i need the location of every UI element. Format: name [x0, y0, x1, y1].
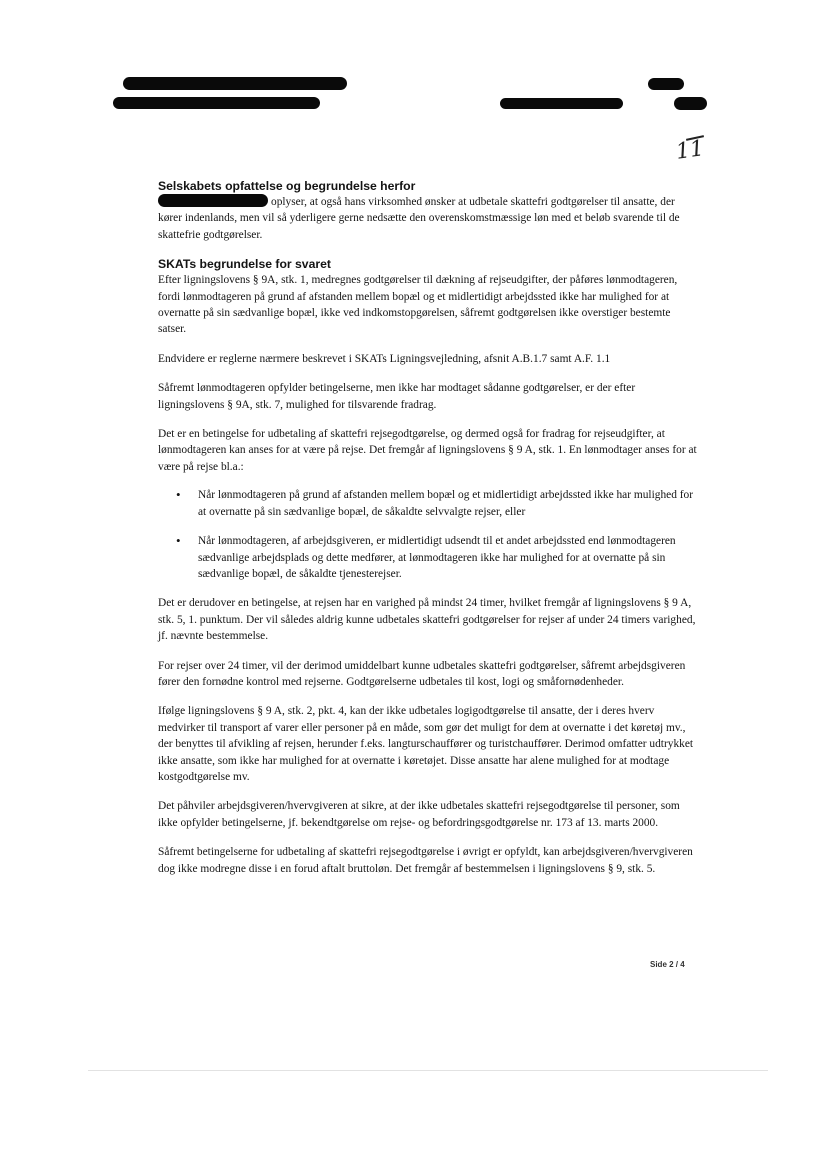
section-heading-skat: SKATs begrundelse for svaret	[158, 257, 331, 272]
page-number: Side 2 / 4	[650, 960, 685, 969]
paragraph-9: Såfremt betingelserne for udbetaling af skattefri rejsegodtgørelse i øvrigt er opfyldt, kan arbejdsgiveren/hvervgiveren dog ikke modregne disse i en forud aftalt bruttoløn. Det fremgår af bestemmelsen i ligningslovens § 9, stk. 5.	[158, 846, 693, 875]
company-paragraph: oplyser, at også hans virksomhed ønsker at udbetale skattefri godtgørelser til ansatte, der kører indenlands, men vil så yderligere gerne nedsætte den overenskomstmæssige løn med et beløb svarende til de skattefrie godtgørelser.	[158, 196, 680, 241]
scan-edge-line	[88, 1070, 768, 1071]
handwritten-note: 11	[674, 136, 706, 165]
paragraph-2: Endvidere er reglerne nærmere beskrevet i SKATs Ligningsvejledning, afsnit A.B.1.7 samt A.F. 1.1	[158, 352, 611, 365]
paragraph-1: Efter ligningslovens § 9A, stk. 1, medregnes godtgørelser til dækning af rejseudgifter, der påføres lønmodtageren, fordi lønmodtageren på grund af afstanden mellem bopæl og et midlertidigt arbejdssted ikke har mulighed for at overnatte på sin sædvanlige bopæl, ikke ved indkomstopgørelsen, såfremt godtgørelsen ikke overstiger bestemte satser.	[158, 274, 678, 336]
redaction-bar-top-4	[648, 78, 684, 90]
redaction-bar-top-5	[674, 97, 707, 110]
bullet-list	[158, 487, 698, 582]
paragraph-5: Det er derudover en betingelse, at rejsen har en varighed på mindst 24 timer, hvilket fremgår af ligningslovens § 9 A, stk. 5, 1. punktum. Der vil således aldrig kunne udbetales skattefri godtgørelser for rejser af under 24 timers varighed, jf. nævnte bestemmelse.	[158, 597, 696, 643]
section-heading-company: Selskabets opfattelse og begrundelse herfor	[158, 179, 416, 193]
paragraph-7: Ifølge ligningslovens § 9 A, stk. 2, pkt. 4, kan der ikke udbetales logigodtgørelse til ansatte, der i deres hverv medvirker til transport af varer eller personer på en måde, som gør det muligt for dem at overnatte i det køretøj mv., der benyttes til afvikling af rejsen, herunder f.eks. langturschauffører og turistchauffører. Derimod omfatter udtrykket ikke ansatte, som ikke har mulighed for at overnatte i køretøjet. Disse ansatte har alene mulighed for at modtage kostgodtgørelse mv.	[158, 705, 694, 783]
redaction-bar-top-3	[500, 98, 623, 109]
redaction-bar-top-2	[113, 97, 320, 109]
document-body	[158, 178, 698, 877]
bullet-item-2: • Når lønmodtageren, af arbejdsgiveren, er midlertidigt udsendt til et andet arbejdssted end lønmodtageren sædvanlige arbejdsplads og dette medfører, at lønmodtageren ikke har mulighed for at overnatte på sin sædvanlige bopæl, de såkaldte tjenesterejser.	[198, 533, 698, 582]
paragraph-3: Såfremt lønmodtageren opfylder betingelserne, men ikke har modtaget sådanne godtgørelser, er der efter ligningslovens § 9A, stk. 7, mulighed for tilsvarende fradrag.	[158, 382, 636, 411]
bullet-item-1: • Når lønmodtageren på grund af afstanden mellem bopæl og et midlertidigt arbejdssted ikke har mulighed for at overnatte på sin sædvanlige bopæl, de såkaldte selvvalgte rejser, eller	[198, 487, 698, 520]
paragraph-6: For rejser over 24 timer, vil der derimod umiddelbart kunne udbetales skattefri godtgørelser, såfremt arbejdsgiveren fører den fornødne kontrol med rejserne. Godtgørelserne udbetales til kost, logi og småfornødenheder.	[158, 659, 686, 688]
redaction-bar-top-1	[123, 77, 347, 90]
inline-redaction	[158, 194, 268, 207]
paragraph-4: Det er en betingelse for udbetaling af skattefri rejsegodtgørelse, og dermed også for fradrag for rejseudgifter, at lønmodtageren kan anses for at være på rejse. Det fremgår af ligningslovens § 9 A, stk. 1. En lønmodtager anses for at være på rejse bl.a.:	[158, 428, 697, 473]
paragraph-8: Det påhviler arbejdsgiveren/hvervgiveren at sikre, at der ikke udbetales skattefri rejsegodtgørelse til personer, som ikke opfylder betingelserne, jf. bekendtgørelse om rejse- og befordringsgodtgørelse nr. 173 af 13. marts 2000.	[158, 800, 680, 829]
